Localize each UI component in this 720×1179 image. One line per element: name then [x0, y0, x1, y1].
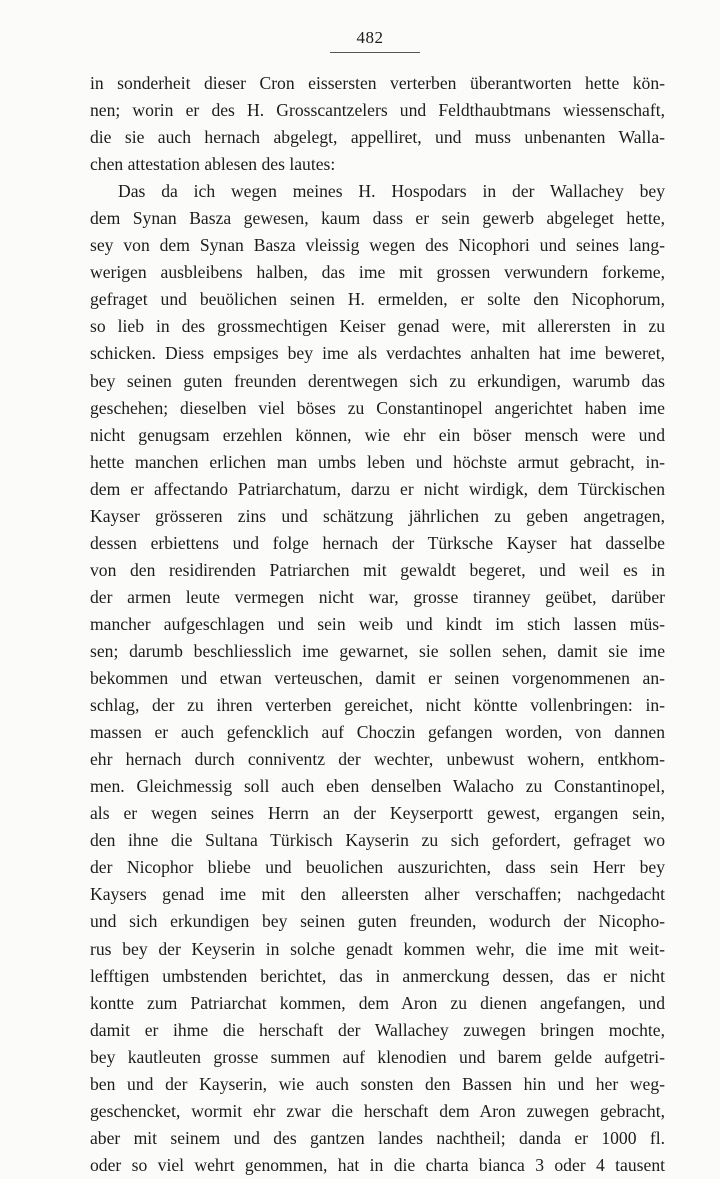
- text-line: und sich erkundigen bey seinen guten freunden, wodurch der Nicopho-: [90, 911, 665, 932]
- text-line: als er wegen seines Herrn an der Keyserportt gewest, ergangen sein,: [90, 803, 665, 824]
- text-line: lefftigen umbstenden berichtet, das in anmerckung dessen, das er nicht: [90, 965, 665, 986]
- text-line: der Nicophor bliebe und beuolichen auszurichten, dass sein Herr bey: [90, 857, 665, 878]
- text-line: nen; worin er des H. Grosscantzelers und Feldthaubtmans wiessenschaft,: [90, 100, 665, 121]
- text-line: dem Synan Basza gewesen, kaum dass er sein gewerb abgeleget hette,: [90, 208, 665, 229]
- text-line: Kayser grösseren zins und schätzung jährlichen zu geben angetragen,: [90, 505, 665, 526]
- text-line: schicken. Diess empsiges bey ime als verdachtes anhalten hat ime beweret,: [90, 343, 665, 364]
- text-line: rus bey der Keyserin in solche genadt kommen wehr, die ime mit weit-: [90, 938, 665, 959]
- header-rule: [330, 52, 420, 53]
- text-line: kontte zum Patriarchat kommen, dem Aron zu dienen angefangen, und: [90, 992, 665, 1013]
- text-line: werigen ausbleibens halben, das ime mit grossen verwundern forkeme,: [90, 262, 665, 283]
- text-line: bey seinen guten freunden derentwegen sich zu erkundigen, warumb das: [90, 370, 665, 391]
- page-number: 482: [356, 28, 384, 47]
- text-line: mancher aufgeschlagen und sein weib und kindt im stich lassen müs-: [90, 613, 665, 634]
- text-line: bekommen und etwan verteuschen, damit er seinen vorgenommenen an-: [90, 668, 665, 689]
- body-text: [90, 70, 665, 1179]
- text-line: Kaysers genad ime mit den alleersten alher verschaffen; nachgedacht: [90, 884, 665, 905]
- text-line: oder so viel wehrt genommen, hat in die charta bianca 3 oder 4 tausent: [90, 1154, 665, 1175]
- text-line: nicht genugsam erzehlen können, wie ehr ein böser mensch were und: [90, 424, 665, 445]
- text-line: bey kautleuten grosse summen auf klenodien und barem gelde aufgetri-: [90, 1046, 665, 1067]
- text-line: der armen leute vermegen nicht war, grosse tiranney geübet, darüber: [90, 586, 665, 607]
- text-line: chen attestation ablesen des lautes:: [90, 154, 336, 175]
- text-line: gefraget und beuölichen seinen H. ermelden, er solte den Nicophorum,: [90, 289, 665, 310]
- text-line: aber mit seinem und des gantzen landes nachtheil; danda er 1000 fl.: [90, 1127, 665, 1148]
- text-line: die sie auch hernach abgelegt, appelliret, und muss unbenanten Walla-: [90, 127, 665, 148]
- text-line: den ihne die Sultana Türkisch Kayserin zu sich gefordert, gefraget wo: [90, 830, 665, 851]
- text-line: massen er auch gefencklich auf Choczin gefangen worden, von dannen: [90, 722, 665, 743]
- text-line: dessen erbiettens und folge hernach der Türksche Kayser hat dasselbe: [90, 532, 665, 553]
- text-line: men. Gleichmessig soll auch eben denselben Walacho zu Constantinopel,: [90, 776, 665, 797]
- text-line: schlag, der zu ihren verterben gereichet, nicht köntte vollenbringen: in-: [90, 695, 665, 716]
- text-line: ben und der Kayserin, wie auch sonsten den Bassen hin und her weg-: [90, 1073, 665, 1094]
- text-line: dem er affectando Patriarchatum, darzu er nicht wirdigk, dem Türckischen: [90, 478, 665, 499]
- text-line: damit er ihme die herschaft der Wallachey zuwegen bringen mochte,: [90, 1019, 665, 1040]
- text-line: sey von dem Synan Basza vleissig wegen des Nicophori und seines lang-: [90, 235, 665, 256]
- text-line: so lieb in des grossmechtigen Keiser genad were, mit allerersten in zu: [90, 316, 665, 337]
- text-line: geschehen; dieselben viel böses zu Constantinopel angerichtet haben ime: [90, 397, 665, 418]
- text-line: geschencket, wormit ehr zwar die herschaft dem Aron zuwegen gebracht,: [90, 1100, 665, 1121]
- text-line: hette manchen erlichen man umbs leben und höchste armut gebracht, in-: [90, 451, 665, 472]
- text-line: von den residirenden Patriarchen mit gewaldt begeret, und weil es in: [90, 559, 665, 580]
- text-line: sen; darumb beschliesslich ime gewarnet, sie sollen sehen, damit sie ime: [90, 640, 665, 661]
- text-line: in sonderheit dieser Cron eissersten verterben überantworten hette kön-: [90, 73, 665, 93]
- text-line: ehr hernach durch conniventz der wechter, unbewust wohern, entkhom-: [90, 749, 665, 770]
- text-line: Das da ich wegen meines H. Hospodars in der Wallachey bey: [118, 181, 665, 202]
